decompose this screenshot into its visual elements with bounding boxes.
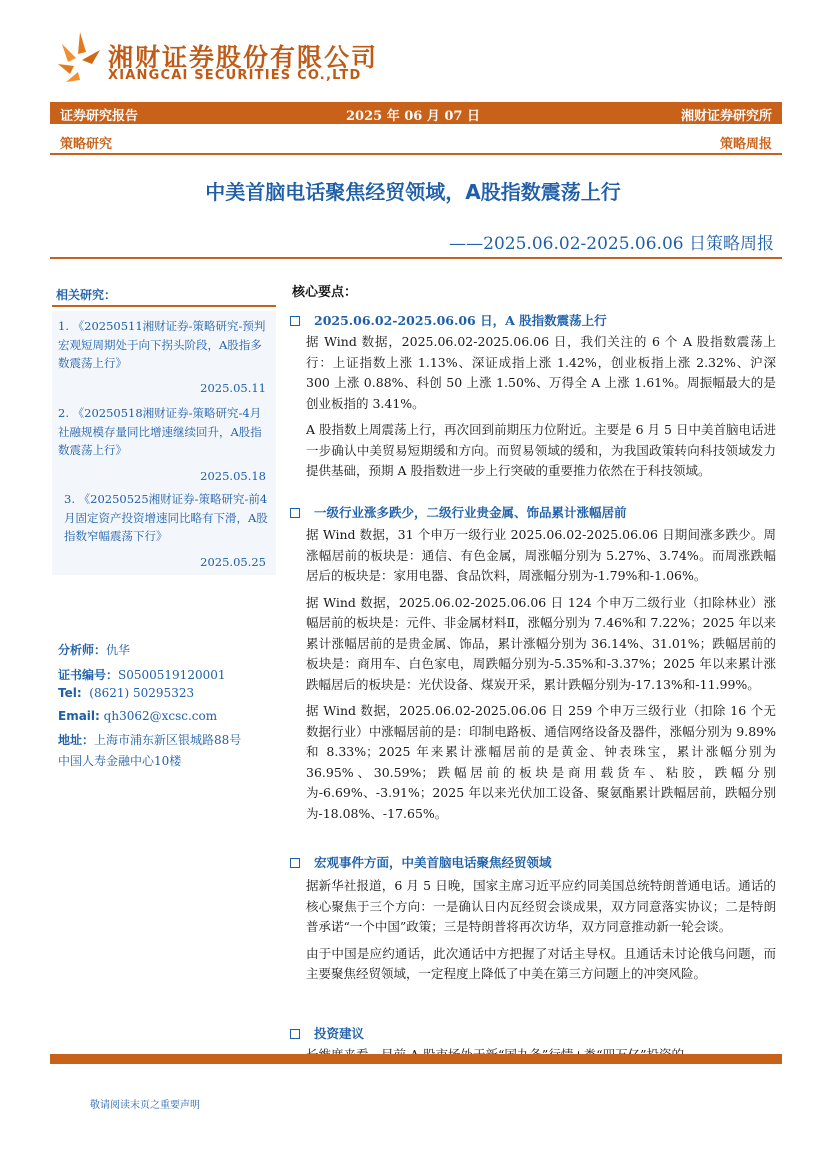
related-research-item[interactable]: 3. 《20250525湘财证券-策略研究-前4月固定资产投资增速同比略有下滑，A股指数窄幅震荡下行》 <box>64 492 268 543</box>
category-divider <box>50 153 782 155</box>
paragraph: 据新华社报道，6 月 5 日晚，国家主席习近平应约同美国总统特朗普通电话。通话的核心聚焦于三个方向：一是确认日内瓦经贸会谈成果，双方同意落实协议；二是特朗普承诺“一个中国”政策；三是特朗普将再次访华，双方同意推动新一轮会谈。 <box>306 878 776 934</box>
section-heading: 一级行业涨多跌少，二级行业贵金属、饰品累计涨幅居前 <box>290 503 627 521</box>
section-heading: 宏观事件方面，中美首脑电话聚焦经贸领域 <box>290 853 552 871</box>
tel-label: Tel: <box>58 686 82 700</box>
report-title: 中美首脑电话聚焦经贸领域，A股指数震荡上行 <box>205 180 621 204</box>
section-body <box>306 525 776 824</box>
footer-band <box>50 1054 782 1064</box>
related-research-date: 2025.05.25 <box>200 555 266 569</box>
institute-name: 湘财证券研究所 <box>680 109 772 124</box>
brand-name-cn: 湘财证券股份有限公司 <box>108 43 379 72</box>
header-band <box>50 102 782 124</box>
analyst-label: 分析师： <box>58 643 107 657</box>
report-type: 证券研究报告 <box>60 109 139 124</box>
paragraph: 由于中国是应约通话，此次通话中方把握了对话主导权。且通话未讨论俄乌问题，而主要聚焦经贸领域，一定程度上降低了中美在第三方问题上的冲突风险。 <box>306 945 776 981</box>
paragraph: 据 Wind 数据，2025.06.02-2025.06.06 日 124 个申万二级行业（扣除林业）涨幅居前的板块是：元件、非金属材料Ⅱ，涨幅分别为 7.46%和 7.22%；2025 年以来累计涨幅居前的是贵金属、饰品，累计涨幅分别为 36.14%、31.01%；跌幅居前的板块是：商用车、白色家电，周跌幅分别为-5.35%和-3.37%；2025 年以来累计涨跌幅居后的板块是：光伏设备、煤炭开采，累计跌幅分别为-17.13%和-11.99%。 <box>306 594 776 692</box>
disclaimer-note: 敬请阅读末页之重要声明 <box>90 1100 200 1111</box>
address-line <box>58 731 241 748</box>
title-divider <box>50 257 782 259</box>
report-series: 策略周报 <box>719 137 772 152</box>
paragraph: A 股指数上周震荡上行，再次回到前期压力位附近。主要是 6 月 5 日中美首脑电话进一步确认中美贸易短期缓和方向。而贸易领域的缓和，为我国政策转向科技领域发力提供基础，预期 A 股指数进一步上行突破的重要推力依然在于科技领域。 <box>306 422 776 478</box>
address-line-1: 上海市浦东新区银城路88号 <box>94 733 242 747</box>
section-heading: 2025.06.02-2025.06.06 日，A 股指数震荡上行 <box>290 311 607 329</box>
address-label: 地址： <box>58 733 95 747</box>
category-band <box>50 130 782 152</box>
tel-number: (8621) 50295323 <box>89 686 195 700</box>
analyst-line <box>58 641 130 658</box>
sidebar-divider <box>52 305 276 307</box>
report-subtitle: ——2025.06.02-2025.06.06 日策略周报 <box>449 234 774 254</box>
cert-number: S0500519120001 <box>118 668 226 682</box>
key-points-heading: 核心要点： <box>292 285 358 300</box>
brand-name-en: XIANGCAI SECURITIES CO.,LTD <box>108 68 362 83</box>
related-research-item[interactable]: 2. 《20250518湘财证券-策略研究-4月社融规模存量同比增速继续回升，A股指数震荡上行》 <box>58 406 262 457</box>
email-label: Email: <box>58 709 100 723</box>
square-bullet-icon <box>290 858 300 868</box>
xiangcai-logo-icon <box>56 30 104 88</box>
square-bullet-icon <box>290 1029 300 1039</box>
paragraph: 据 Wind 数据，31 个申万一级行业 2025.06.02-2025.06.06 日期间涨多跌少。周涨幅居前的板块是：通信、有色金属，周涨幅分别为 5.27%、3.74%。而周涨跌幅居后的板块是：家用电器、食品饮料，周涨幅分别为-1.79%和-1.06%。 <box>306 527 776 583</box>
email-line <box>58 709 217 723</box>
cert-label: 证书编号： <box>58 668 119 682</box>
paragraph: 据 Wind 数据，2025.06.02-2025.06.06 日 259 个申万三级行业（扣除 16 个无数据行业）中涨幅居前的是：印制电路板、通信网络设备及器件，涨幅分别为 9.89%和 8.33%；2025 年来累计涨幅居前的是黄金、钟表珠宝，累计涨幅分别为 36.95%、30.59%；跌幅居前的板块是商用载货车、粘胶，跌幅分别为-6.69%、-3.91%；2025 年以来光伏加工设备、聚氨酯累计跌幅居前，跌幅分别为-18.08%、-17.65%。 <box>306 703 776 821</box>
email-address[interactable]: qh3062@xcsc.com <box>103 709 218 723</box>
section-body <box>306 332 776 482</box>
related-research-item[interactable]: 1. 《20250511湘财证券-策略研究-预判宏观短周期处于向下拐头阶段，A股指多数震荡上行》 <box>58 319 266 370</box>
related-research-date: 2025.05.18 <box>200 469 266 483</box>
related-research-heading: 相关研究： <box>56 288 117 302</box>
analyst-name: 仇华 <box>106 643 131 657</box>
report-category: 策略研究 <box>60 137 113 152</box>
report-date: 2025 年 06 月 07 日 <box>346 109 480 124</box>
tel-line <box>58 686 194 700</box>
address-line-2: 中国人寿金融中心10楼 <box>58 754 182 768</box>
cert-line <box>58 666 226 683</box>
square-bullet-icon <box>290 508 300 518</box>
section-heading: 投资建议 <box>290 1024 364 1042</box>
section-body <box>306 876 776 985</box>
paragraph: 据 Wind 数据，2025.06.02-2025.06.06 日，我们关注的 6 个 A 股指数震荡上行：上证指数上涨 1.13%、深证成指上涨 1.42%，创业板指上涨 2.32%、沪深 300 上涨 0.88%、科创 50 上涨 1.50%、万得全 A 上涨 1.61%。周振幅最大的是创业板指的 3.41%。 <box>306 334 776 411</box>
related-research-date: 2025.05.11 <box>200 381 266 395</box>
square-bullet-icon <box>290 316 300 326</box>
